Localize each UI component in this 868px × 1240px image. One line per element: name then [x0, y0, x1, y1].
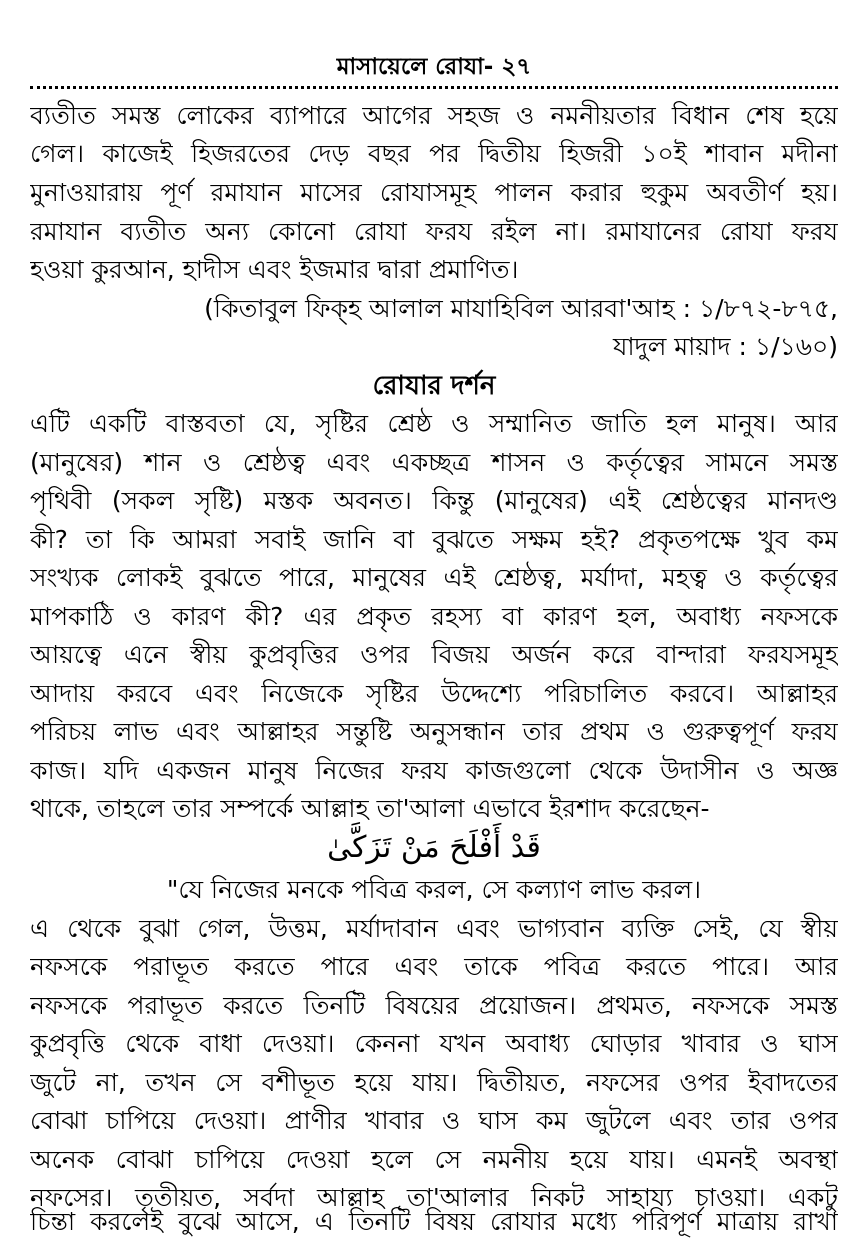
- text-line: নফসের। তৃতীয়ত, সর্বদা আল্লাহ তা'আলার নিকট সাহায্য চাওয়া। একটু: [30, 1183, 838, 1212]
- text-line: জুটে না, তখন সে বশীভূত হয়ে যায়। দ্বিতীয়ত, নফসের ওপর ইবাদতের: [30, 1068, 838, 1097]
- text-line: হওয়া কুরআন, হাদীস এবং ইজমার দ্বারা প্রমাণিত।: [30, 255, 519, 284]
- text-line: কুপ্রবৃত্তি থেকে বাধা দেওয়া। কেননা যখন অবাধ্য ঘোড়ার খাবার ও ঘাস: [30, 1029, 838, 1058]
- citation-line-2: যাদুল মায়াদ : ১/১৬০): [612, 332, 838, 361]
- page-header: মাসায়েলে রোযা- ২৭: [336, 54, 532, 80]
- text-line: মাপকাঠি ও কারণ কী? এর প্রকৃত রহস্য বা কারণ হল, অবাধ্য নফসকে: [30, 602, 838, 631]
- text-line: এ থেকে বুঝা গেল, উত্তম, মর্যাদাবান এবং ভাগ্যবান ব্যক্তি সেই, যে স্বীয়: [30, 914, 838, 943]
- text-line: কাজ। যদি একজন মানুষ নিজের ফরয কাজগুলো থেকে উদাসীন ও অজ্ঞ: [30, 756, 838, 785]
- text-line: নফসকে পরাভূত করতে তিনটি বিষয়ের প্রয়োজন। প্রথমত, নফসকে সমস্ত: [30, 991, 838, 1020]
- text-line: বোঝা চাপিয়ে দেওয়া। প্রাণীর খাবার ও ঘাস কম জুটলে এবং তার ওপর: [30, 1106, 838, 1135]
- text-line: এটি একটি বাস্তবতা যে, সৃষ্টির শ্রেষ্ঠ ও সম্মানিত জাতি হল মানুষ। আর: [30, 409, 838, 438]
- arabic-verse: قَدْ أَفْلَحَ مَنْ تَزَكَّىٰ: [327, 830, 541, 865]
- text-line: মুনাওয়ারায় পূর্ণ রমাযান মাসের রোযাসমূহ পালন করার হুকুম অবতীর্ণ হয়।: [30, 178, 838, 207]
- text-line: আদায় করবে এবং নিজেকে সৃষ্টির উদ্দেশ্যে পরিচালিত করবে। আল্লাহর: [30, 679, 838, 708]
- text-line: থাকে, তাহলে তার সম্পর্কে আল্লাহ তা'আলা এভাবে ইরশাদ করেছেন-: [30, 794, 710, 823]
- text-line: কী? তা কি আমরা সবাই জানি বা বুঝতে সক্ষম হই? প্রকৃতপক্ষে খুব কম: [30, 525, 838, 554]
- text-line: পরিচয় লাভ এবং আল্লাহর সন্তুষ্টি অনুসন্ধান তার প্রথম ও গুরুত্বপূর্ণ ফরয: [30, 717, 838, 746]
- text-line: আয়ত্বে এনে স্বীয় কুপ্রবৃত্তির ওপর বিজয় অর্জন করে বান্দারা ফরযসমূহ: [30, 640, 838, 669]
- text-line: সংখ্যক লোকই বুঝতে পারে, মানুষের এই শ্রেষ্ঠত্ব, মর্যাদা, মহত্ব ও কর্তৃত্বের: [30, 563, 838, 592]
- text-line: পৃথিবী (সকল সৃষ্টি) মস্তক অবনত। কিন্তু (মানুষের) এই শ্রেষ্ঠত্বের মানদণ্ড: [30, 486, 838, 515]
- text-line: নফসকে পরাভূত করতে পারে এবং তাকে পবিত্র করতে পারে। আর: [30, 952, 838, 981]
- text-line: (মানুষের) শান ও শ্রেষ্ঠত্ব এবং একচ্ছত্র শাসন ও কর্তৃত্বের সামনে সমস্ত: [30, 448, 838, 477]
- text-line: চিন্তা করলেই বুঝে আসে, এ তিনটি বিষয় রোযার মধ্যে পরিপূর্ণ মাত্রায় রাখা: [30, 1207, 838, 1236]
- text-line: ব্যতীত সমস্ত লোকের ব্যাপারে আগের সহজ ও নমনীয়তার বিধান শেষ হয়ে: [30, 101, 838, 130]
- section-heading: রোযার দর্শন: [372, 371, 496, 401]
- verse-translation: "যে নিজের মনকে পবিত্র করল, সে কল্যাণ লাভ করল।: [166, 875, 702, 904]
- citation-line-1: (কিতাবুল ফিক্‌হ আলাল মাযাহিবিল আরবা'আহ : ১/৮৭২-৮৭৫,: [204, 294, 838, 323]
- text-line: গেল। কাজেই হিজরতের দেড় বছর পর দ্বিতীয় হিজরী ১০ই শাবান মদীনা: [30, 139, 838, 168]
- text-line: রমাযান ব্যতীত অন্য কোনো রোযা ফরয রইল না। রমাযানের রোযা ফরয: [30, 217, 838, 246]
- header-divider: [30, 86, 838, 89]
- text-line: অনেক বোঝা চাপিয়ে দেওয়া হলে সে নমনীয় হয়ে যায়। এমনই অবস্থা: [30, 1145, 838, 1174]
